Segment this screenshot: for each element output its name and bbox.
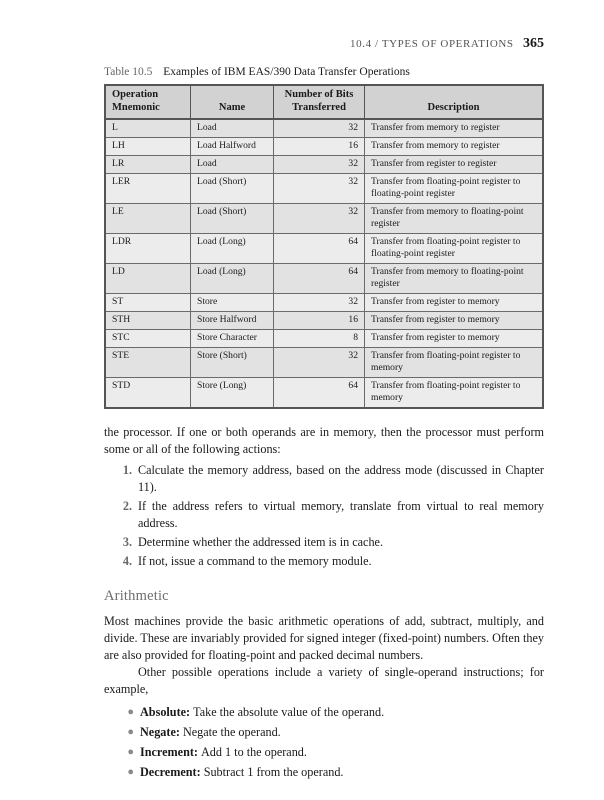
bullet-dot-icon: ● xyxy=(127,706,134,718)
cell-name: Store xyxy=(191,294,274,312)
bullet-text xyxy=(140,764,343,781)
table-caption-title: Examples of IBM EAS/390 Data Transfer Operations xyxy=(163,66,410,78)
bullet-description: Subtract 1 from the operand. xyxy=(203,765,344,779)
table-row xyxy=(105,119,543,137)
table-row xyxy=(105,264,543,294)
bullet-dot-icon: ● xyxy=(127,726,134,738)
cell-description: Transfer from register to register xyxy=(365,156,544,174)
cell-name: Load xyxy=(191,119,274,137)
cell-mnemonic: LD xyxy=(105,264,191,294)
cell-bits: 16 xyxy=(274,138,365,156)
cell-description: Transfer from register to memory xyxy=(365,329,544,347)
cell-mnemonic: L xyxy=(105,119,191,137)
steps-list xyxy=(104,462,544,570)
table-row xyxy=(105,156,543,174)
cell-bits: 32 xyxy=(274,174,365,204)
cell-mnemonic: STH xyxy=(105,312,191,330)
bullet-term: Decrement: xyxy=(140,765,201,779)
bullet-term: Negate: xyxy=(140,725,180,739)
section-heading-arithmetic: Arithmetic xyxy=(104,588,169,604)
bullet-description: Negate the operand. xyxy=(182,725,281,739)
cell-mnemonic: LR xyxy=(105,156,191,174)
cell-name: Store (Short) xyxy=(191,347,274,377)
cell-name: Store Halfword xyxy=(191,312,274,330)
header-mnemonic-line1: Operation xyxy=(112,89,159,100)
step-number: 1. xyxy=(122,463,132,477)
cell-name: Load xyxy=(191,156,274,174)
cell-description: Transfer from memory to floating-point register xyxy=(365,264,544,294)
table-row xyxy=(105,138,543,156)
cell-bits: 32 xyxy=(274,294,365,312)
bullet-description: Add 1 to the operand. xyxy=(201,745,307,759)
table-row xyxy=(105,312,543,330)
table-header-row xyxy=(105,85,543,119)
bullet-dot-icon: ● xyxy=(127,746,134,758)
step-number: 2. xyxy=(122,499,132,513)
table-caption xyxy=(104,66,410,78)
cell-mnemonic: LDR xyxy=(105,234,191,264)
table-row xyxy=(105,234,543,264)
table-row xyxy=(105,204,543,234)
bullet-item xyxy=(104,724,544,741)
bullet-description: Take the absolute value of the operand. xyxy=(193,705,385,719)
arithmetic-paragraph-1: Most machines provide the basic arithmetic operations of add, subtract, multiply, and divide. These are invariably provided for signed integer (fixed-point) numbers. Often they are also provided for floating-point and packed decimal numbers. xyxy=(104,614,544,662)
cell-name: Store Character xyxy=(191,329,274,347)
header-mnemonic xyxy=(105,85,191,119)
bullet-dot-icon: ● xyxy=(127,766,134,778)
cell-description: Transfer from register to memory xyxy=(365,294,544,312)
table-row xyxy=(105,329,543,347)
cell-name: Load (Long) xyxy=(191,234,274,264)
step-item xyxy=(104,553,544,570)
cell-description: Transfer from register to memory xyxy=(365,312,544,330)
step-item xyxy=(104,534,544,551)
step-text: Determine whether the addressed item is in cache. xyxy=(138,535,384,549)
cell-name: Load (Short) xyxy=(191,174,274,204)
step-item xyxy=(104,462,544,496)
running-header xyxy=(350,36,544,52)
arithmetic-paragraph-2: Other possible operations include a variety of single-operand instructions; for example, xyxy=(104,665,544,696)
cell-bits: 32 xyxy=(274,119,365,137)
step-number: 3. xyxy=(122,535,132,549)
cell-description: Transfer from memory to register xyxy=(365,119,544,137)
cell-name: Store (Long) xyxy=(191,377,274,407)
cell-mnemonic: LH xyxy=(105,138,191,156)
bullet-item xyxy=(104,704,544,721)
bullet-text xyxy=(140,724,281,741)
operations-bullet-list xyxy=(104,704,544,781)
table-row xyxy=(105,377,543,407)
cell-bits: 64 xyxy=(274,264,365,294)
cell-bits: 64 xyxy=(274,234,365,264)
header-bits-line2: Transferred xyxy=(292,101,346,113)
bullet-item xyxy=(104,764,544,781)
cell-mnemonic: LE xyxy=(105,204,191,234)
step-number: 4. xyxy=(122,554,132,568)
running-title: 10.4 / TYPES OF OPERATIONS xyxy=(350,38,514,50)
cell-description: Transfer from floating-point register to memory xyxy=(365,347,544,377)
bullet-item xyxy=(104,744,544,761)
bullet-text xyxy=(140,704,384,721)
cell-bits: 64 xyxy=(274,377,365,407)
table-row xyxy=(105,347,543,377)
page-number: 365 xyxy=(523,36,544,51)
cell-description: Transfer from floating-point register to memory xyxy=(365,377,544,407)
step-text: If the address refers to virtual memory, translate from virtual to real memory address. xyxy=(138,499,544,530)
step-text: Calculate the memory address, based on the address mode (discussed in Chapter 11). xyxy=(138,463,544,494)
header-mnemonic-line2: Mnemonic xyxy=(112,101,160,113)
cell-bits: 16 xyxy=(274,312,365,330)
step-item xyxy=(104,498,544,532)
bullet-text xyxy=(140,744,307,761)
intro-paragraph: the processor. If one or both operands are in memory, then the processor must perform some or all of the following actions: xyxy=(104,425,544,456)
bullet-term: Absolute: xyxy=(140,705,191,719)
cell-bits: 8 xyxy=(274,329,365,347)
step-text: If not, issue a command to the memory module. xyxy=(138,554,372,568)
cell-mnemonic: STD xyxy=(105,377,191,407)
header-bits-line1: Number of Bits xyxy=(284,89,354,100)
cell-description: Transfer from floating-point register to floating-point register xyxy=(365,234,544,264)
cell-description: Transfer from memory to register xyxy=(365,138,544,156)
cell-name: Load (Short) xyxy=(191,204,274,234)
cell-mnemonic: ST xyxy=(105,294,191,312)
cell-mnemonic: STC xyxy=(105,329,191,347)
bullet-term: Increment: xyxy=(140,745,198,759)
cell-name: Load Halfword xyxy=(191,138,274,156)
header-description: Description xyxy=(365,85,544,119)
cell-bits: 32 xyxy=(274,347,365,377)
cell-description: Transfer from floating-point register to floating-point register xyxy=(365,174,544,204)
header-bits xyxy=(274,85,365,119)
header-name: Name xyxy=(191,85,274,119)
cell-description: Transfer from memory to floating-point register xyxy=(365,204,544,234)
cell-mnemonic: LER xyxy=(105,174,191,204)
table-row xyxy=(105,294,543,312)
cell-bits: 32 xyxy=(274,156,365,174)
table-caption-label: Table 10.5 xyxy=(104,66,153,78)
cell-bits: 32 xyxy=(274,204,365,234)
table-row xyxy=(105,174,543,204)
cell-name: Load (Long) xyxy=(191,264,274,294)
table-body xyxy=(105,119,543,408)
cell-mnemonic: STE xyxy=(105,347,191,377)
body-text xyxy=(104,424,544,784)
data-transfer-table xyxy=(104,84,544,409)
